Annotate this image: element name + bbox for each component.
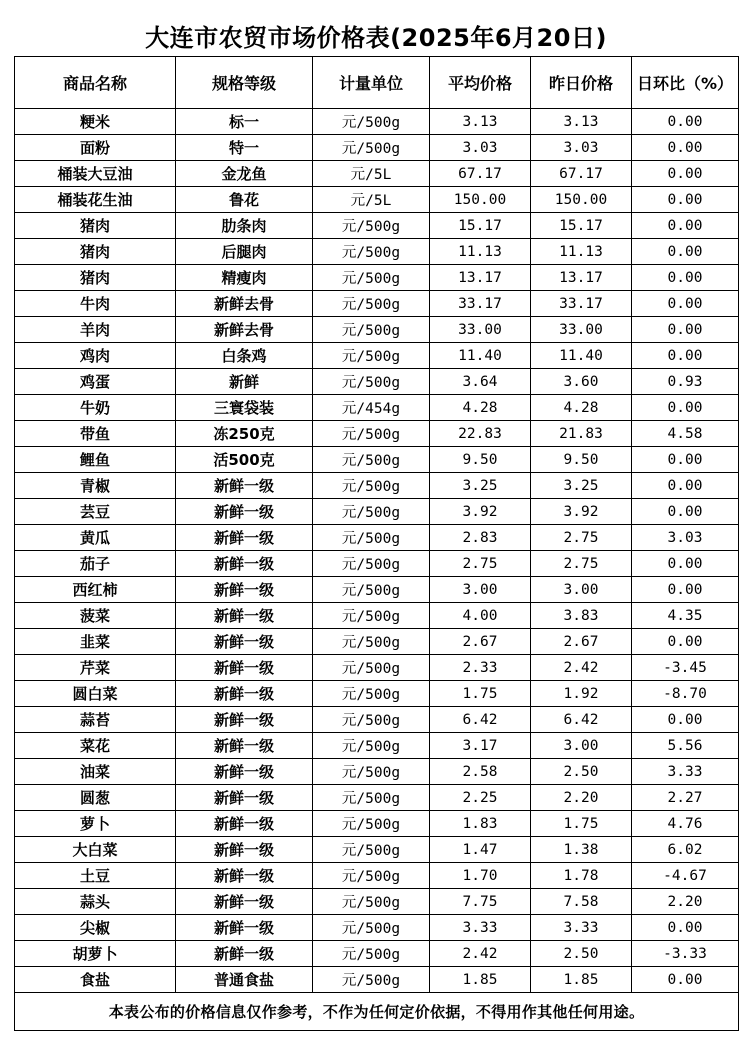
cell-product-name: 菜花	[15, 733, 176, 759]
table-body	[15, 109, 739, 993]
cell-spec-grade: 新鲜一级	[176, 863, 313, 889]
table-row	[15, 317, 739, 343]
cell-product-name: 面粉	[15, 135, 176, 161]
cell-unit: 元/500g	[313, 551, 430, 577]
cell-previous-price: 3.00	[531, 733, 632, 759]
cell-spec-grade: 新鲜一级	[176, 681, 313, 707]
cell-product-name: 鸡肉	[15, 343, 176, 369]
cell-unit: 元/500g	[313, 941, 430, 967]
cell-daily-change: 0.93	[632, 369, 739, 395]
cell-previous-price: 3.92	[531, 499, 632, 525]
cell-spec-grade: 新鲜一级	[176, 915, 313, 941]
cell-product-name: 芸豆	[15, 499, 176, 525]
cell-unit: 元/5L	[313, 161, 430, 187]
cell-previous-price: 3.60	[531, 369, 632, 395]
cell-unit: 元/500g	[313, 239, 430, 265]
table-header-row	[15, 57, 739, 109]
cell-average-price: 2.83	[430, 525, 531, 551]
cell-unit: 元/500g	[313, 265, 430, 291]
cell-spec-grade: 新鲜一级	[176, 551, 313, 577]
cell-spec-grade: 新鲜	[176, 369, 313, 395]
header-spec-grade: 规格等级	[176, 57, 313, 109]
cell-average-price: 11.40	[430, 343, 531, 369]
cell-daily-change: 4.35	[632, 603, 739, 629]
cell-product-name: 羊肉	[15, 317, 176, 343]
cell-unit: 元/500g	[313, 681, 430, 707]
cell-previous-price: 1.75	[531, 811, 632, 837]
cell-daily-change: 0.00	[632, 551, 739, 577]
cell-daily-change: 0.00	[632, 447, 739, 473]
cell-average-price: 1.83	[430, 811, 531, 837]
table-row	[15, 369, 739, 395]
cell-average-price: 11.13	[430, 239, 531, 265]
cell-product-name: 尖椒	[15, 915, 176, 941]
cell-previous-price: 150.00	[531, 187, 632, 213]
cell-previous-price: 13.17	[531, 265, 632, 291]
cell-average-price: 4.28	[430, 395, 531, 421]
cell-daily-change: -4.67	[632, 863, 739, 889]
cell-average-price: 33.17	[430, 291, 531, 317]
cell-daily-change: 0.00	[632, 343, 739, 369]
cell-unit: 元/500g	[313, 785, 430, 811]
cell-previous-price: 11.40	[531, 343, 632, 369]
cell-daily-change: -3.45	[632, 655, 739, 681]
cell-spec-grade: 后腿肉	[176, 239, 313, 265]
cell-product-name: 猪肉	[15, 265, 176, 291]
cell-product-name: 茄子	[15, 551, 176, 577]
cell-average-price: 7.75	[430, 889, 531, 915]
table-row	[15, 863, 739, 889]
cell-product-name: 桶装大豆油	[15, 161, 176, 187]
cell-average-price: 9.50	[430, 447, 531, 473]
table-row	[15, 759, 739, 785]
header-average-price: 平均价格	[430, 57, 531, 109]
table-row	[15, 161, 739, 187]
cell-unit: 元/500g	[313, 759, 430, 785]
cell-average-price: 3.13	[430, 109, 531, 135]
cell-spec-grade: 新鲜一级	[176, 837, 313, 863]
cell-average-price: 2.58	[430, 759, 531, 785]
cell-daily-change: 0.00	[632, 265, 739, 291]
cell-product-name: 油菜	[15, 759, 176, 785]
cell-previous-price: 3.83	[531, 603, 632, 629]
cell-average-price: 1.47	[430, 837, 531, 863]
cell-previous-price: 2.75	[531, 551, 632, 577]
cell-unit: 元/500g	[313, 655, 430, 681]
cell-average-price: 3.33	[430, 915, 531, 941]
cell-product-name: 黄瓜	[15, 525, 176, 551]
cell-spec-grade: 新鲜一级	[176, 733, 313, 759]
cell-product-name: 猪肉	[15, 213, 176, 239]
cell-unit: 元/500g	[313, 603, 430, 629]
cell-daily-change: 2.27	[632, 785, 739, 811]
page-title: 大连市农贸市场价格表(2025年6月20日)	[145, 24, 607, 52]
cell-previous-price: 3.33	[531, 915, 632, 941]
cell-previous-price: 15.17	[531, 213, 632, 239]
cell-average-price: 3.00	[430, 577, 531, 603]
table-row	[15, 447, 739, 473]
cell-spec-grade: 新鲜一级	[176, 785, 313, 811]
cell-average-price: 13.17	[430, 265, 531, 291]
cell-average-price: 15.17	[430, 213, 531, 239]
cell-daily-change: 6.02	[632, 837, 739, 863]
table-row	[15, 967, 739, 993]
cell-product-name: 芹菜	[15, 655, 176, 681]
cell-product-name: 蒜苔	[15, 707, 176, 733]
table-row	[15, 213, 739, 239]
table-row	[15, 525, 739, 551]
table-row	[15, 499, 739, 525]
cell-daily-change: 0.00	[632, 967, 739, 993]
cell-daily-change: 0.00	[632, 213, 739, 239]
table-row	[15, 265, 739, 291]
cell-daily-change: 2.20	[632, 889, 739, 915]
table-row	[15, 811, 739, 837]
cell-previous-price: 1.78	[531, 863, 632, 889]
table-row	[15, 785, 739, 811]
cell-previous-price: 2.75	[531, 525, 632, 551]
cell-spec-grade: 新鲜一级	[176, 655, 313, 681]
cell-spec-grade: 三寰袋装	[176, 395, 313, 421]
cell-unit: 元/454g	[313, 395, 430, 421]
cell-daily-change: 0.00	[632, 317, 739, 343]
table-row	[15, 473, 739, 499]
cell-average-price: 1.75	[430, 681, 531, 707]
cell-spec-grade: 新鲜一级	[176, 473, 313, 499]
cell-daily-change: 0.00	[632, 473, 739, 499]
cell-average-price: 3.17	[430, 733, 531, 759]
cell-unit: 元/500g	[313, 473, 430, 499]
cell-daily-change: 0.00	[632, 707, 739, 733]
cell-average-price: 150.00	[430, 187, 531, 213]
cell-product-name: 食盐	[15, 967, 176, 993]
cell-product-name: 萝卜	[15, 811, 176, 837]
table-row	[15, 343, 739, 369]
cell-previous-price: 3.13	[531, 109, 632, 135]
cell-unit: 元/500g	[313, 629, 430, 655]
cell-unit: 元/500g	[313, 213, 430, 239]
cell-average-price: 3.25	[430, 473, 531, 499]
cell-average-price: 2.25	[430, 785, 531, 811]
cell-average-price: 1.85	[430, 967, 531, 993]
disclaimer-text: 本表公布的价格信息仅作参考，不作为任何定价依据，不得用作其他任何用途。	[15, 993, 739, 1031]
cell-daily-change: 0.00	[632, 395, 739, 421]
cell-previous-price: 33.00	[531, 317, 632, 343]
cell-unit: 元/500g	[313, 707, 430, 733]
table-row	[15, 889, 739, 915]
cell-unit: 元/500g	[313, 811, 430, 837]
cell-daily-change: 0.00	[632, 499, 739, 525]
cell-previous-price: 2.20	[531, 785, 632, 811]
cell-previous-price: 6.42	[531, 707, 632, 733]
cell-average-price: 22.83	[430, 421, 531, 447]
cell-spec-grade: 新鲜去骨	[176, 291, 313, 317]
cell-previous-price: 2.67	[531, 629, 632, 655]
cell-previous-price: 4.28	[531, 395, 632, 421]
cell-daily-change: 4.76	[632, 811, 739, 837]
cell-daily-change: 0.00	[632, 135, 739, 161]
cell-unit: 元/500g	[313, 369, 430, 395]
price-table	[14, 56, 739, 1031]
cell-spec-grade: 活500克	[176, 447, 313, 473]
cell-product-name: 桶装花生油	[15, 187, 176, 213]
cell-product-name: 胡萝卜	[15, 941, 176, 967]
cell-daily-change: -8.70	[632, 681, 739, 707]
table-row	[15, 681, 739, 707]
cell-spec-grade: 标一	[176, 109, 313, 135]
cell-average-price: 3.64	[430, 369, 531, 395]
cell-unit: 元/500g	[313, 291, 430, 317]
cell-daily-change: 0.00	[632, 109, 739, 135]
cell-daily-change: 3.33	[632, 759, 739, 785]
cell-previous-price: 1.92	[531, 681, 632, 707]
cell-daily-change: -3.33	[632, 941, 739, 967]
cell-unit: 元/500g	[313, 135, 430, 161]
cell-product-name: 韭菜	[15, 629, 176, 655]
cell-unit: 元/500g	[313, 109, 430, 135]
table-row	[15, 941, 739, 967]
cell-previous-price: 3.25	[531, 473, 632, 499]
cell-unit: 元/500g	[313, 577, 430, 603]
cell-daily-change: 0.00	[632, 629, 739, 655]
cell-average-price: 2.67	[430, 629, 531, 655]
cell-previous-price: 1.85	[531, 967, 632, 993]
cell-product-name: 鲤鱼	[15, 447, 176, 473]
cell-spec-grade: 精瘦肉	[176, 265, 313, 291]
cell-spec-grade: 鲁花	[176, 187, 313, 213]
cell-spec-grade: 新鲜一级	[176, 759, 313, 785]
cell-daily-change: 0.00	[632, 161, 739, 187]
cell-spec-grade: 特一	[176, 135, 313, 161]
cell-daily-change: 5.56	[632, 733, 739, 759]
cell-spec-grade: 新鲜一级	[176, 889, 313, 915]
cell-daily-change: 0.00	[632, 577, 739, 603]
cell-average-price: 2.33	[430, 655, 531, 681]
table-row	[15, 421, 739, 447]
cell-unit: 元/500g	[313, 499, 430, 525]
cell-average-price: 4.00	[430, 603, 531, 629]
cell-spec-grade: 金龙鱼	[176, 161, 313, 187]
cell-previous-price: 7.58	[531, 889, 632, 915]
cell-daily-change: 0.00	[632, 239, 739, 265]
cell-unit: 元/500g	[313, 421, 430, 447]
cell-average-price: 6.42	[430, 707, 531, 733]
cell-average-price: 2.42	[430, 941, 531, 967]
cell-previous-price: 9.50	[531, 447, 632, 473]
cell-daily-change: 4.58	[632, 421, 739, 447]
cell-spec-grade: 白条鸡	[176, 343, 313, 369]
cell-average-price: 3.03	[430, 135, 531, 161]
table-row	[15, 135, 739, 161]
cell-spec-grade: 新鲜一级	[176, 629, 313, 655]
cell-product-name: 牛奶	[15, 395, 176, 421]
header-product-name: 商品名称	[15, 57, 176, 109]
footer-row	[15, 993, 739, 1031]
cell-unit: 元/500g	[313, 967, 430, 993]
cell-product-name: 土豆	[15, 863, 176, 889]
cell-unit: 元/500g	[313, 889, 430, 915]
table-row	[15, 239, 739, 265]
cell-product-name: 蒜头	[15, 889, 176, 915]
cell-product-name: 鸡蛋	[15, 369, 176, 395]
cell-unit: 元/5L	[313, 187, 430, 213]
cell-unit: 元/500g	[313, 525, 430, 551]
cell-previous-price: 3.00	[531, 577, 632, 603]
cell-unit: 元/500g	[313, 863, 430, 889]
cell-spec-grade: 新鲜去骨	[176, 317, 313, 343]
cell-product-name: 大白菜	[15, 837, 176, 863]
cell-previous-price: 33.17	[531, 291, 632, 317]
cell-product-name: 粳米	[15, 109, 176, 135]
cell-product-name: 圆白菜	[15, 681, 176, 707]
cell-daily-change: 0.00	[632, 187, 739, 213]
cell-previous-price: 21.83	[531, 421, 632, 447]
table-row	[15, 837, 739, 863]
cell-spec-grade: 新鲜一级	[176, 941, 313, 967]
header-daily-change: 日环比（%）	[632, 57, 739, 109]
table-row	[15, 577, 739, 603]
table-row	[15, 603, 739, 629]
cell-unit: 元/500g	[313, 915, 430, 941]
header-previous-price: 昨日价格	[531, 57, 632, 109]
table-row	[15, 629, 739, 655]
header-unit: 计量单位	[313, 57, 430, 109]
cell-product-name: 青椒	[15, 473, 176, 499]
cell-unit: 元/500g	[313, 343, 430, 369]
cell-previous-price: 67.17	[531, 161, 632, 187]
cell-spec-grade: 新鲜一级	[176, 577, 313, 603]
cell-spec-grade: 新鲜一级	[176, 525, 313, 551]
cell-product-name: 圆葱	[15, 785, 176, 811]
cell-product-name: 菠菜	[15, 603, 176, 629]
cell-unit: 元/500g	[313, 837, 430, 863]
table-row	[15, 109, 739, 135]
cell-product-name: 牛肉	[15, 291, 176, 317]
table-row	[15, 915, 739, 941]
table-row	[15, 655, 739, 681]
cell-spec-grade: 新鲜一级	[176, 811, 313, 837]
cell-average-price: 33.00	[430, 317, 531, 343]
cell-daily-change: 0.00	[632, 915, 739, 941]
cell-spec-grade: 普通食盐	[176, 967, 313, 993]
table-row	[15, 733, 739, 759]
table-row	[15, 187, 739, 213]
table-row	[15, 551, 739, 577]
cell-previous-price: 2.50	[531, 759, 632, 785]
cell-product-name: 猪肉	[15, 239, 176, 265]
cell-product-name: 西红柿	[15, 577, 176, 603]
cell-spec-grade: 新鲜一级	[176, 707, 313, 733]
cell-previous-price: 11.13	[531, 239, 632, 265]
cell-product-name: 带鱼	[15, 421, 176, 447]
cell-spec-grade: 新鲜一级	[176, 603, 313, 629]
cell-daily-change: 3.03	[632, 525, 739, 551]
cell-daily-change: 0.00	[632, 291, 739, 317]
cell-average-price: 3.92	[430, 499, 531, 525]
cell-spec-grade: 新鲜一级	[176, 499, 313, 525]
cell-previous-price: 3.03	[531, 135, 632, 161]
cell-previous-price: 1.38	[531, 837, 632, 863]
table-row	[15, 395, 739, 421]
cell-unit: 元/500g	[313, 733, 430, 759]
cell-previous-price: 2.50	[531, 941, 632, 967]
table-row	[15, 291, 739, 317]
cell-spec-grade: 肋条肉	[176, 213, 313, 239]
cell-average-price: 2.75	[430, 551, 531, 577]
cell-average-price: 67.17	[430, 161, 531, 187]
cell-average-price: 1.70	[430, 863, 531, 889]
cell-spec-grade: 冻250克	[176, 421, 313, 447]
table-row	[15, 707, 739, 733]
cell-previous-price: 2.42	[531, 655, 632, 681]
cell-unit: 元/500g	[313, 447, 430, 473]
cell-unit: 元/500g	[313, 317, 430, 343]
